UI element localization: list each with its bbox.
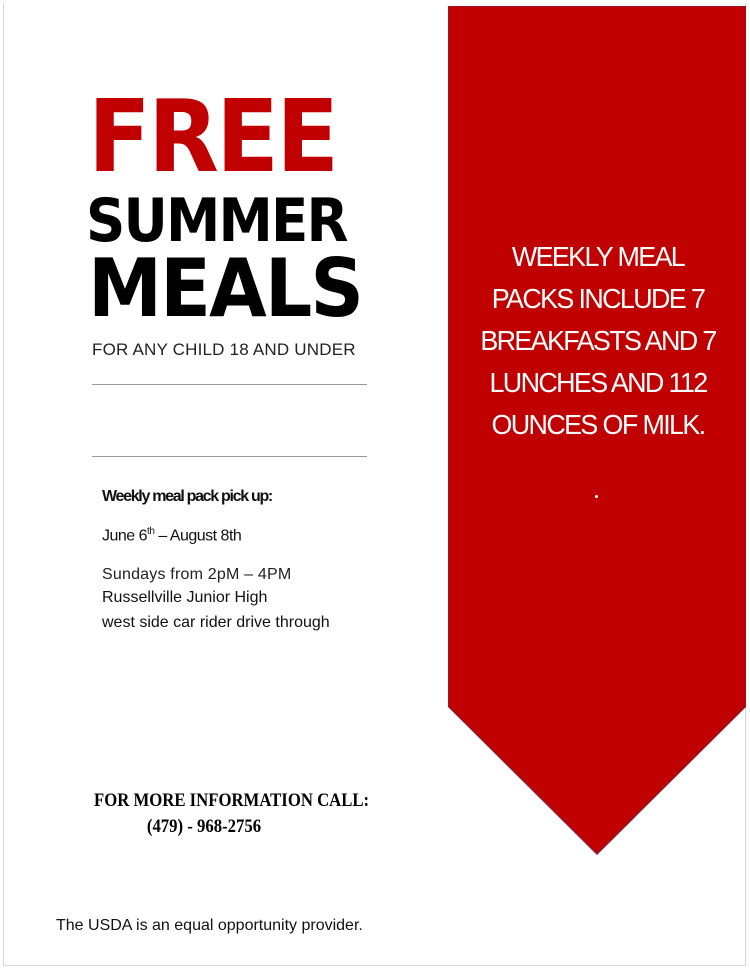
banner-line: WEEKLY MEAL <box>511 241 685 272</box>
banner-line: BREAKFASTS AND 7 <box>480 325 716 356</box>
contact-phone: (479) - 968-2756 <box>146 816 262 837</box>
banner-line: PACKS INCLUDE 7 <box>491 283 705 314</box>
banner-dot <box>595 495 598 498</box>
pickup-heading: Weekly meal pack pick up: <box>102 488 272 505</box>
dates-start-suffix: th <box>147 526 155 537</box>
pickup-location-detail: west side car rider drive through <box>102 614 330 631</box>
headline-free: FREE <box>88 78 337 195</box>
pickup-dates <box>102 526 241 545</box>
banner-line: LUNCHES AND 112 <box>489 367 707 398</box>
divider-line <box>92 384 367 385</box>
banner-text <box>467 236 728 446</box>
pickup-location: Russellville Junior High <box>102 589 268 606</box>
headline-meals: MEALS <box>88 242 363 335</box>
dates-start: June 6 <box>102 527 148 545</box>
headline-summer: SUMMER <box>86 186 347 256</box>
contact-info <box>94 788 370 840</box>
dates-rest: – August 8th <box>154 527 242 545</box>
contact-heading: FOR MORE INFORMATION CALL: <box>94 790 370 811</box>
usda-notice: The USDA is an equal opportunity provider. <box>56 917 363 934</box>
subtitle: FOR ANY CHILD 18 AND UNDER <box>92 340 356 359</box>
divider-line <box>92 456 367 457</box>
banner-line: OUNCES OF MILK. <box>491 409 705 440</box>
pickup-time: Sundays from 2pM – 4PM <box>102 566 292 583</box>
